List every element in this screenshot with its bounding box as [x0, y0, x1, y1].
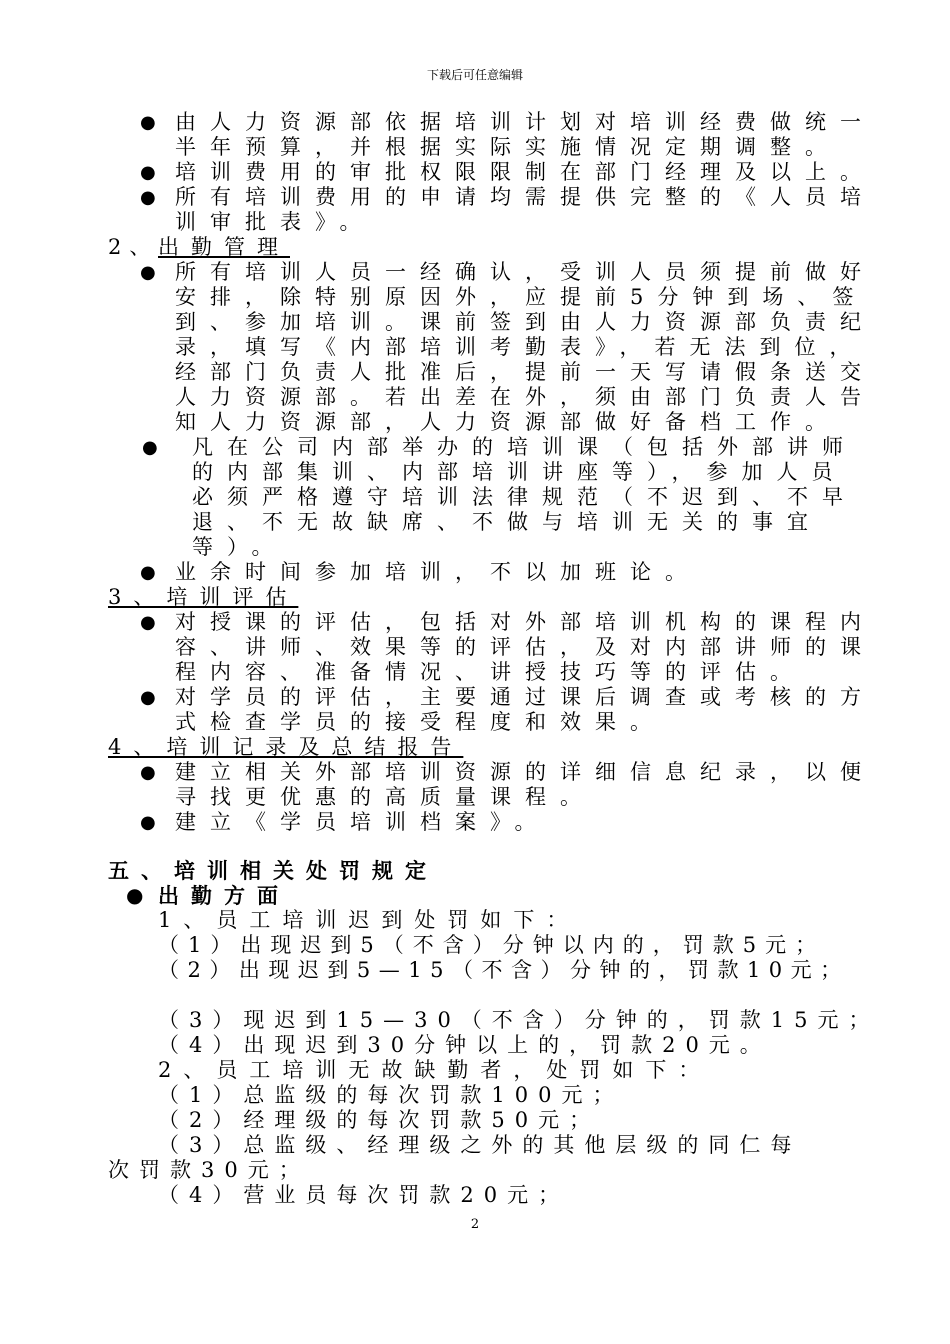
text-line: 式检查学员的接受程度和效果。 [175, 710, 665, 734]
bullet-icon: ● [140, 762, 156, 783]
text-line: 人力资源部。若出差在外，须由部门负责人告 [175, 385, 875, 409]
text-line: （2）出现迟到5—15（不含）分钟的，罚款10元； [158, 958, 850, 982]
text-line: （3）现迟到15—30（不含）分钟的，罚款15元； [158, 1008, 880, 1032]
bullet-icon: ● [140, 112, 156, 133]
text-line: 寻找更优惠的高质量课程。 [175, 785, 595, 809]
section-heading: 五、培训相关处罚规定 [108, 858, 438, 883]
text-line: 对学员的评估，主要通过课后调查或考核的方 [175, 685, 875, 709]
section-title: 出勤管理 [158, 235, 290, 259]
text-line: （1）总监级的每次罚款100元； [158, 1083, 624, 1107]
text-line: 2、员工培训无故缺勤者，处罚如下： [158, 1058, 712, 1082]
text-line: 所有培训费用的申请均需提供完整的《人员培 [175, 185, 875, 209]
text-line: 录，填写《内部培训考勤表》，若无法到位， [175, 335, 865, 359]
text-line: 安排，除特别原因外，应提前5分钟到场、签 [175, 285, 868, 309]
text-line: 退、不无故缺席、不做与培训无关的事宜 [192, 510, 822, 534]
text-line: 培训费用的审批权限限制在部门经理及以上。 [175, 160, 875, 184]
page-header: 下载后可任意编辑 [426, 68, 523, 82]
text-line: 训审批表》。 [175, 210, 375, 234]
subsection-heading: 出勤方面 [158, 883, 290, 908]
text-line: 由人力资源部依据培训计划对培训经费做统一 [175, 110, 875, 134]
section-title: 3、培训评估 [108, 585, 299, 609]
text-line: 的内部集训、内部培训讲座等），参加人员 [192, 460, 847, 484]
text-line: （3）总监级、经理级之外的其他层级的同仁每 [158, 1133, 802, 1157]
text-line: 容、讲师、效果等的评估，及对内部讲师的课 [175, 635, 875, 659]
text-line: （4）出现迟到30分钟以上的，罚款20元。 [158, 1033, 771, 1057]
text-line: （4）营业员每次罚款20元； [158, 1183, 570, 1207]
text-line: 建立相关外部培训资源的详细信息纪录，以便 [175, 760, 875, 784]
bullet-icon: ● [140, 562, 156, 583]
section-number: 2、 [108, 235, 159, 259]
bullet-icon: ● [140, 187, 156, 208]
text-line: 半年预算，并根据实际实施情况定期调整。 [175, 135, 840, 159]
text-line: （1）出现迟到5（不含）分钟以内的，罚款5元； [158, 933, 826, 957]
page-number: 2 [470, 1217, 480, 1232]
text-line: 必须严格遵守培训法律规范（不迟到、不早 [192, 485, 857, 509]
bullet-icon: ● [140, 812, 156, 833]
text-line: 所有培训人员一经确认，受训人员须提前做好 [175, 260, 875, 284]
bullet-icon: ● [140, 612, 156, 633]
text-line: 经部门负责人批准后，提前一天写请假条送交 [175, 360, 875, 384]
text-line: 业余时间参加培训，不以加班论。 [175, 560, 700, 584]
text-line: 建立《学员培训档案》。 [175, 810, 550, 834]
text-line: （2）经理级的每次罚款50元； [158, 1108, 601, 1132]
bullet-icon: ● [140, 162, 156, 183]
text-line: 到、参加培训。课前签到由人力资源部负责纪 [175, 310, 875, 334]
text-line: 对授课的评估，包括对外部培训机构的课程内 [175, 610, 875, 634]
bullet-icon: ● [142, 437, 158, 458]
text-line: 程内容、准备情况、讲授技巧等的评估。 [175, 660, 805, 684]
bullet-icon: ● [140, 687, 156, 708]
bullet-icon: ● [140, 262, 156, 283]
text-line: 等）。 [192, 535, 287, 559]
text-line: 知人力资源部，人力资源部做好备档工作。 [175, 410, 840, 434]
text-line: 凡在公司内部举办的培训课（包括外部讲师 [192, 435, 857, 459]
bullet-icon: ● [126, 883, 144, 907]
text-line: 1、员工培训迟到处罚如下： [158, 908, 580, 932]
text-line: 次罚款30元； [108, 1158, 310, 1182]
section-title: 4、培训记录及总结报告 [108, 735, 464, 759]
